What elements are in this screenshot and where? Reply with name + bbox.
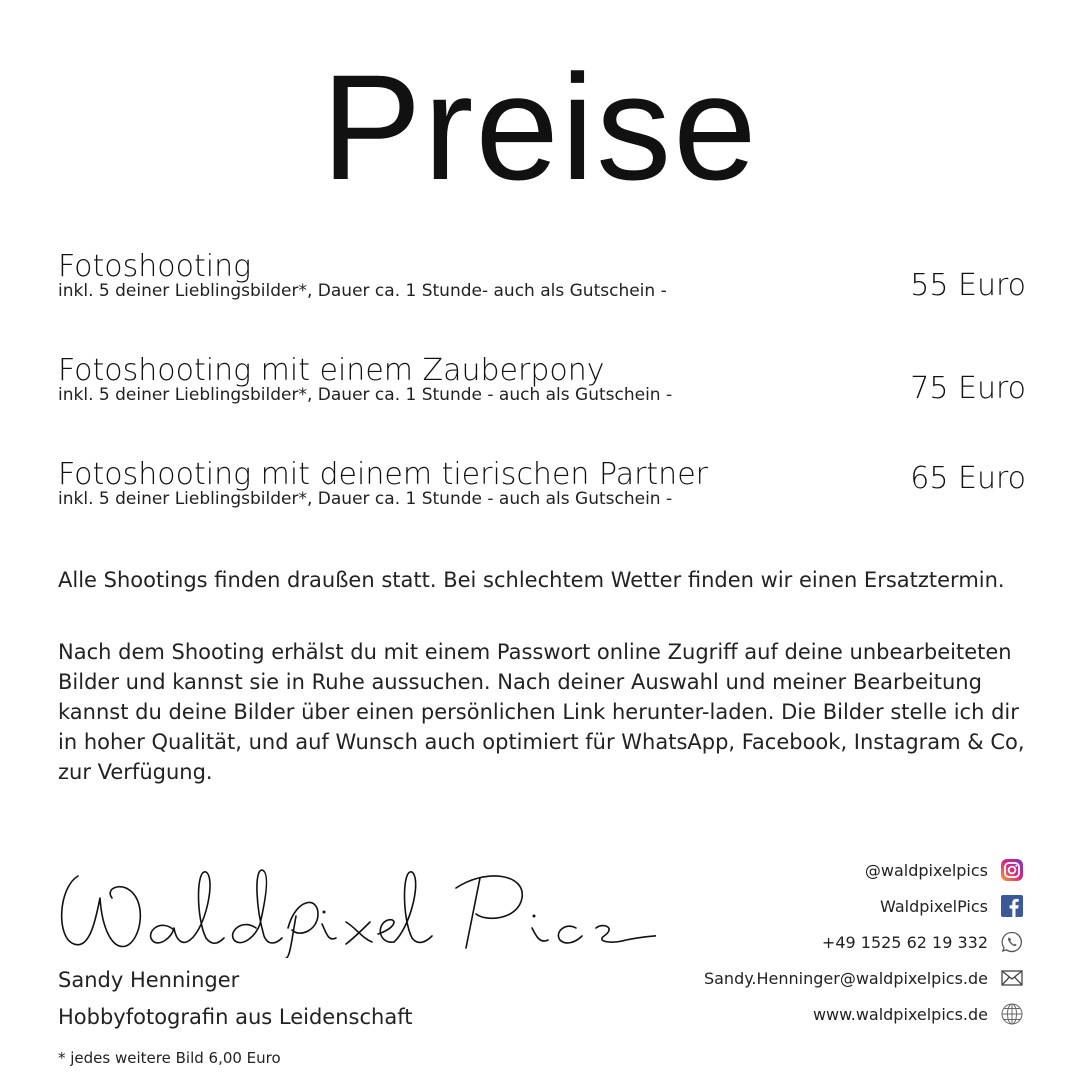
website-url: www.waldpixelpics.de bbox=[812, 1004, 988, 1024]
price-item-fotoshooting bbox=[58, 250, 1028, 301]
contact-facebook bbox=[604, 894, 1024, 918]
instagram-handle: @waldpixelpics bbox=[864, 860, 988, 880]
info-paragraph-weather: Alle Shootings finden draußen statt. Bei schlechtem Wetter finden wir einen Ersatztermin. bbox=[58, 568, 1005, 592]
contact-list bbox=[604, 858, 1024, 1038]
phone-number: +49 1525 62 19 332 bbox=[821, 932, 988, 952]
price-item-zauberpony bbox=[58, 354, 1028, 405]
item-description: inkl. 5 deiner Lieblingsbilder*, Dauer ca. 1 Stunde - auch als Gutschein - bbox=[58, 385, 673, 405]
globe-icon bbox=[1000, 1002, 1024, 1026]
facebook-name: WaldpixelPics bbox=[880, 896, 988, 916]
page-title: Preise bbox=[321, 43, 759, 211]
item-price: 75 Euro bbox=[910, 371, 1026, 406]
item-name: Fotoshooting mit einem Zauberpony bbox=[58, 353, 605, 388]
contact-instagram bbox=[604, 858, 1024, 882]
contact-phone bbox=[604, 930, 1024, 954]
contact-email bbox=[604, 966, 1024, 990]
item-name: Fotoshooting mit deinem tierischen Partner bbox=[58, 457, 708, 492]
owner-name: Sandy Henninger bbox=[58, 968, 240, 992]
mail-icon bbox=[1000, 966, 1024, 990]
whatsapp-icon bbox=[1000, 930, 1024, 954]
item-description: inkl. 5 deiner Lieblingsbilder*, Dauer ca. 1 Stunde - auch als Gutschein - bbox=[58, 489, 673, 509]
info-paragraph-process: Nach dem Shooting erhälst du mit einem Passwort online Zugriff auf deine unbearbeiteten Bilder und kannst sie in Ruhe aussuchen. Nach deiner Auswahl und meiner Bearbeitung kannst du deine Bilder über einen persönlichen Link herunter-laden. Die Bilder stelle ich dir in hoher Qualität, und auf Wunsch auch optimiert für WhatsApp, Facebook, Instagram & Co, zur Verfügung. bbox=[58, 640, 1025, 784]
footnote: * jedes weitere Bild 6,00 Euro bbox=[58, 1049, 281, 1067]
email-address: Sandy.Henninger@waldpixelpics.de bbox=[703, 968, 988, 988]
item-price: 65 Euro bbox=[910, 461, 1026, 496]
item-name: Fotoshooting bbox=[58, 249, 252, 284]
contact-website bbox=[604, 1002, 1024, 1026]
instagram-icon bbox=[1000, 858, 1024, 882]
item-description: inkl. 5 deiner Lieblingsbilder*, Dauer ca. 1 Stunde- auch als Gutschein - bbox=[58, 281, 667, 301]
item-price: 55 Euro bbox=[910, 268, 1026, 303]
owner-tagline: Hobbyfotografin aus Leidenschaft bbox=[58, 1005, 413, 1029]
signature-logo bbox=[56, 858, 656, 962]
price-item-tierischer-partner bbox=[58, 458, 1028, 509]
facebook-icon bbox=[1000, 894, 1024, 918]
